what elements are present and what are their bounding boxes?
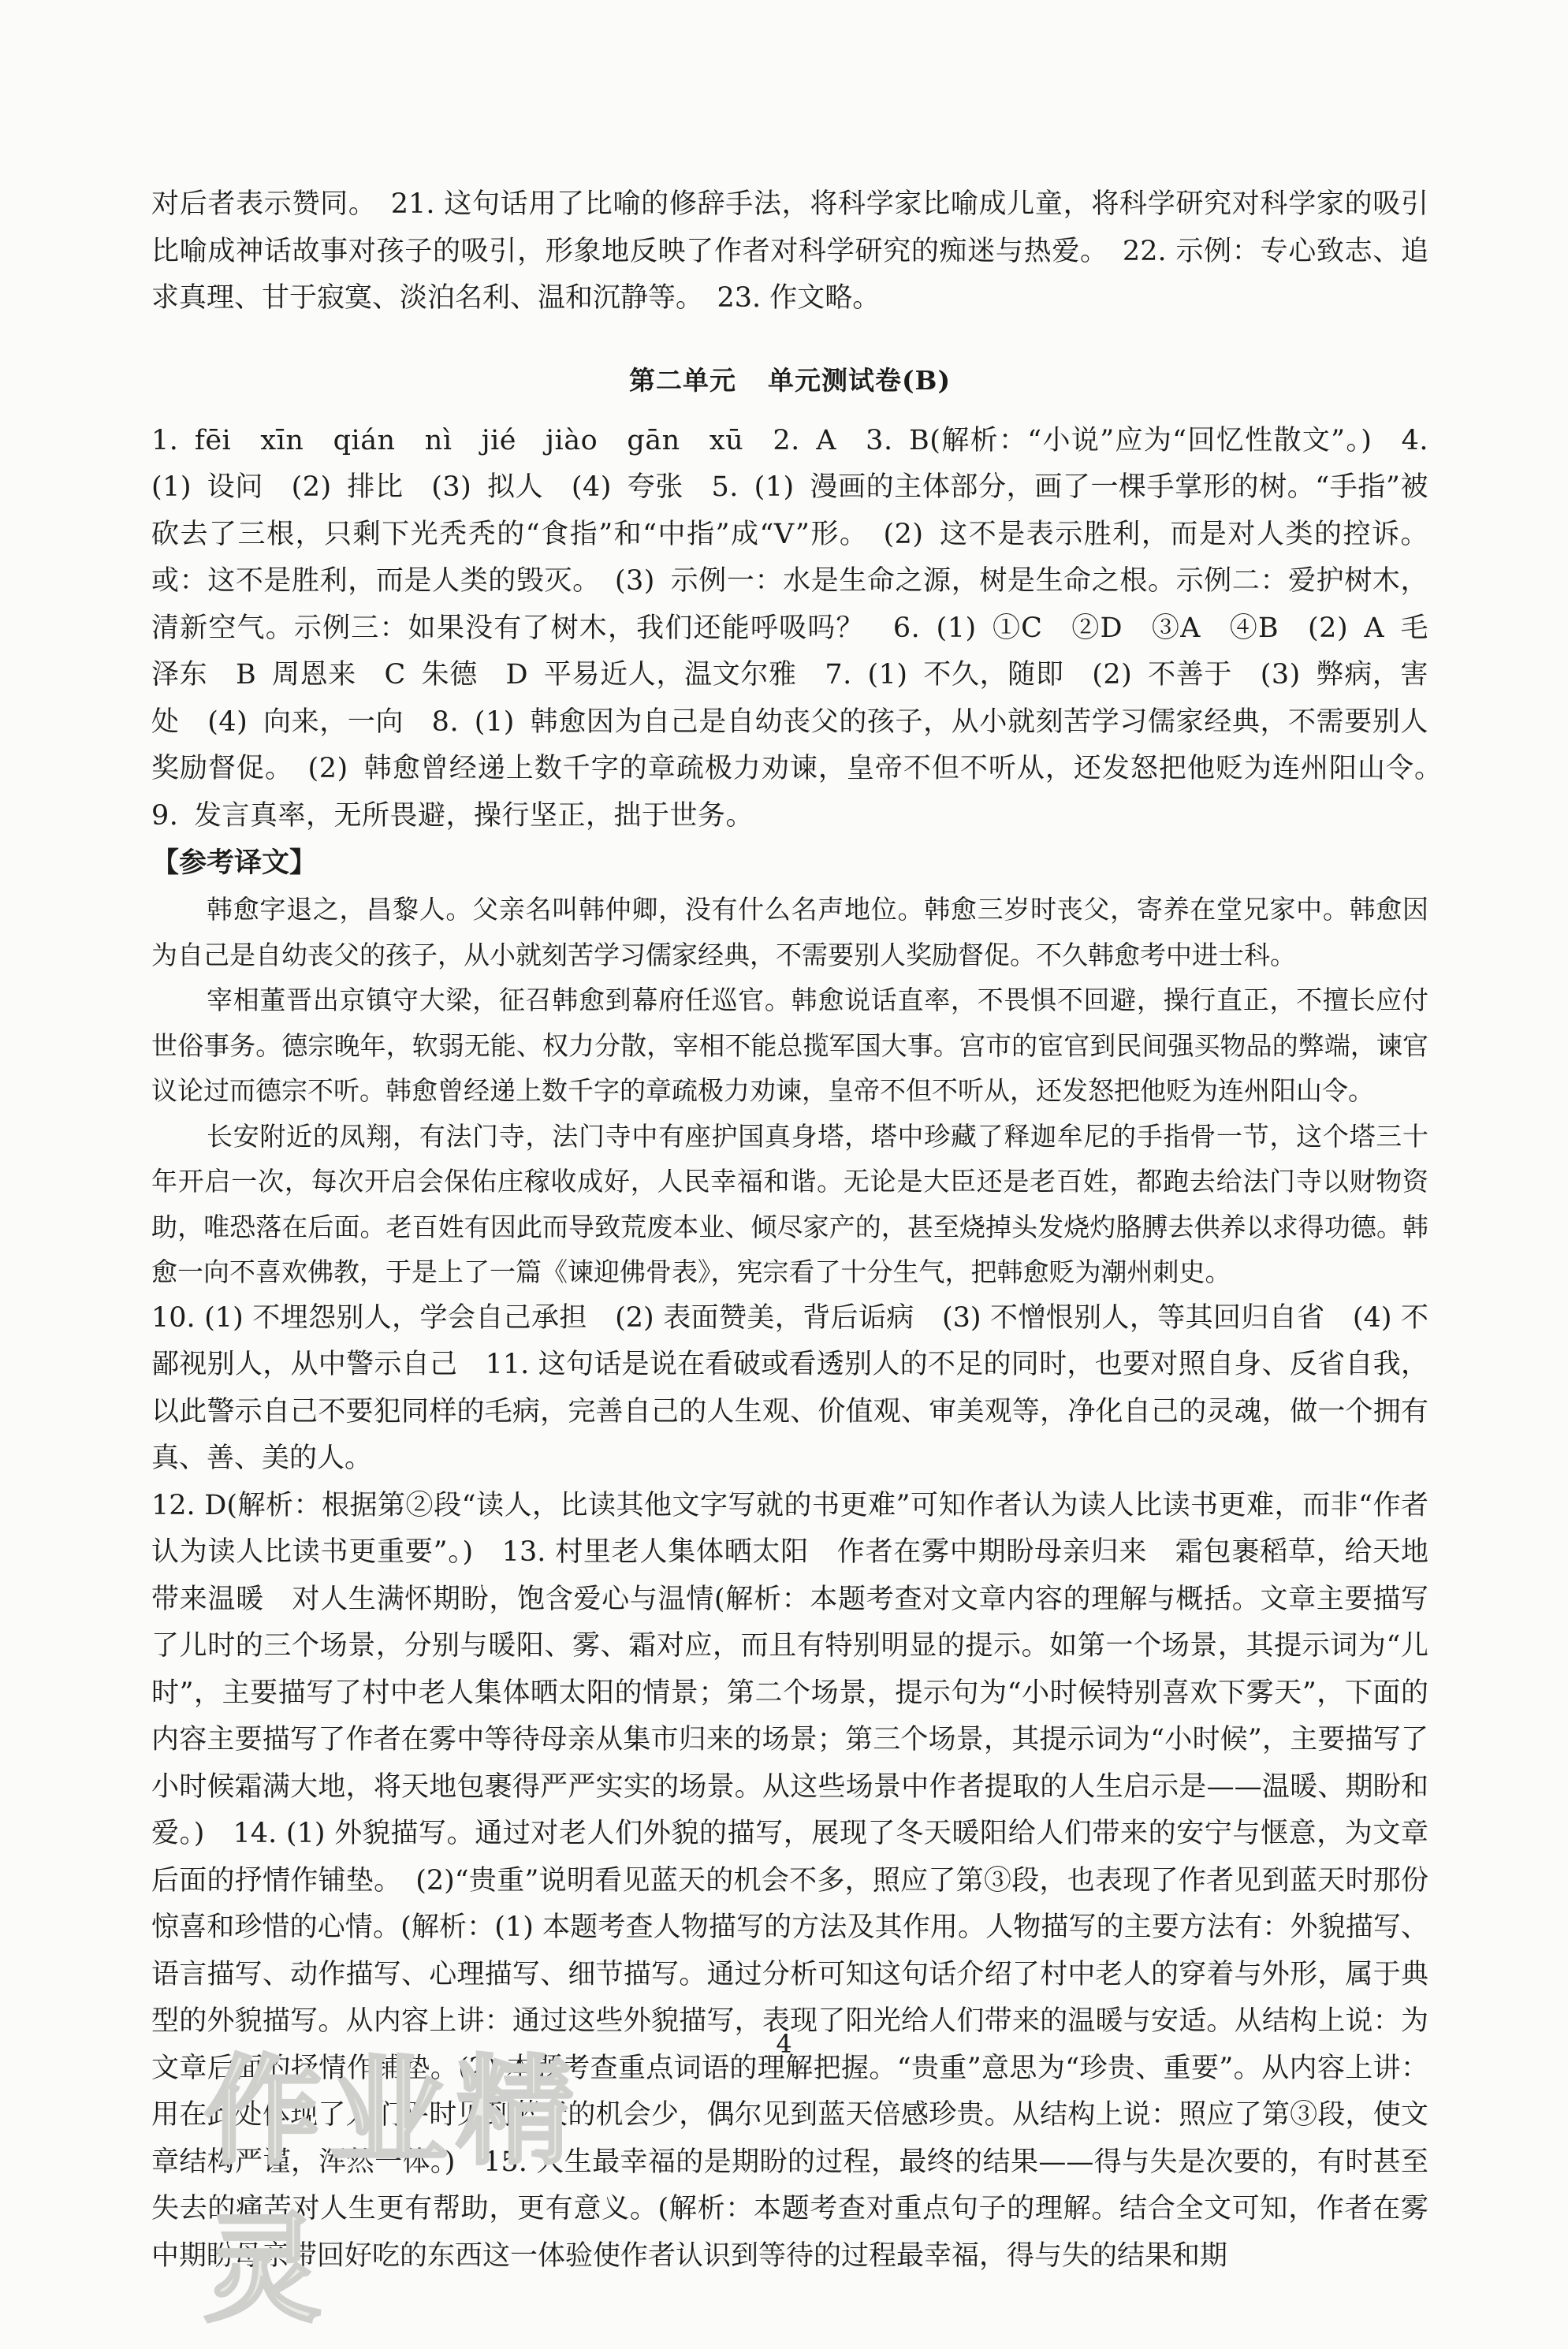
- translation-heading: 【参考译文】: [151, 847, 318, 879]
- section-title-unit: 第二单元: [628, 364, 736, 396]
- translation-paragraph-2: 宰相董晋出京镇守大梁，征召韩愈到幕府任巡官。韩愈说话直率，不畏惧不回避，操行直正，不擅长应付世俗事务。德宗晚年，软弱无能、权力分散，宰相不能总揽军国大事。宫市的宦官到民间强买物品的弊端，谏官议论过而德宗不听。韩愈曾经递上数千字的章疏极力劝谏，皇帝不但不听从，还发怒把他贬为连州阳山令。: [151, 985, 1428, 1106]
- watermark-logo: 作业精灵: [203, 2044, 583, 2339]
- answers-10-to-11: 10. (1) 不埋怨别人，学会自己承担 (2) 表面赞美，背后诟病 (3) 不憎恨别人，等其回归自省 (4) 不鄙视别人，从中警示自己 11. 这句话是说在看破或看透别人的不足的同时，也要对照自身、反省自我，以此警示自己不要犯同样的毛病，完善自己的人生观、价值观、审美观等，净化自己的灵魂，做一个拥有真、善、美的人。: [151, 1301, 1428, 1474]
- section-title-name: 单元测试卷(B): [767, 364, 952, 396]
- answers-1-to-9: 1. fēi xīn qián nì jié jiào gān xū 2. A 3. B(解析：“小说”应为“回忆性散文”。) 4. (1) 设问 (2) 排比 (3) 拟人 (4) 夸张 5. (1) 漫画的主体部分，画了一棵手掌形的树。“手指”被砍去了三根，只剩下光秃秃的“食指”和“中指”成“V”形。 (2) 这不是表示胜利，而是对人类的控诉。或：这不是胜利，而是人类的毁灭。 (3) 示例一：水是生命之源，树是生命之根。示例二：爱护树木，清新空气。示例三：如果没有了树木，我们还能呼吸吗？ 6. (1) ①C ②D ③A ④B (2) A 毛泽东 B 周恩来 C 朱德 D 平易近人，温文尔雅 7. (1) 不久，随即 (2) 不善于 (3) 弊病，害处 (4) 向来，一向 8. (1) 韩愈因为自己是自幼丧父的孩子，从小就刻苦学习儒家经典，不需要别人奖励督促。 (2) 韩愈曾经递上数千字的章疏极力劝谏，皇帝不但不听从，还发怒把他贬为连州阳山令。 9. 发言真率，无所畏避，操行坚正，拙于世务。: [151, 424, 1457, 832]
- translation-paragraph-1: 韩愈字退之，昌黎人。父亲名叫韩仲卿，没有什么名声地位。韩愈三岁时丧父，寄养在堂兄家中。韩愈因为自己是自幼丧父的孩子，从小就刻苦学习儒家经典，不需要别人奖励督促。不久韩愈考中进士科。: [151, 894, 1428, 970]
- section-title: [151, 360, 1428, 397]
- page-number: 4: [776, 2029, 792, 2059]
- answer-page: [151, 181, 1457, 2339]
- continuation-paragraph: 对后者表示赞同。 21. 这句话用了比喻的修辞手法，将科学家比喻成儿童，将科学研究对科学家的吸引比喻成神话故事对孩子的吸引，形象地反映了作者对科学研究的痴迷与热爱。 22. 示例：专心致志、追求真理、甘于寂寞、淡泊名利、温和沉静等。 23. 作文略。: [151, 188, 1428, 314]
- answers-12-to-15: 12. D(解析：根据第②段“读人，比读其他文字写就的书更难”可知作者认为读人比读书更难，而非“作者认为读人比读书更重要”。) 13. 村里老人集体晒太阳 作者在雾中期盼母亲归来 霜包裹稻草，给天地带来温暖 对人生满怀期盼，饱含爱心与温情(解析：本题考查对文章内容的理解与概括。文章主要描写了儿时的三个场景，分别与暖阳、雾、霜对应，而且有特别明显的提示。如第一个场景，其提示词为“儿时”，主要描写了村中老人集体晒太阳的情景；第二个场景，提示句为“小时候特别喜欢下雾天”，下面的内容主要描写了作者在雾中等待母亲从集市归来的场景；第三个场景，其提示词为“小时候”，主要描写了小时候霜满大地，将天地包裹得严严实实的场景。从这些场景中作者提取的人生启示是——温暖、期盼和爱。) 14. (1) 外貌描写。通过对老人们外貌的描写，展现了冬天暖阳给人们带来的安宁与惬意，为文章后面的抒情作铺垫。 (2)“贵重”说明看见蓝天的机会不多，照应了第③段，也表现了作者见到蓝天时那份惊喜和珍惜的心情。(解析：(1) 本题考查人物描写的方法及其作用。人物描写的主要方法有：外貌描写、语言描写、动作描写、心理描写、细节描写。通过分析可知这句话介绍了村中老人的穿着与外形，属于典型的外貌描写。从内容上讲：通过这些外貌描写，表现了阳光给人们带来的温暖与安适。从结构上说：为文章后面的抒情作铺垫。(2) 本题考查重点词语的理解把握。“贵重”意思为“珍贵、重要”。从内容上讲：用在此处体现了人们平时见到蓝天的机会少，偶尔见到蓝天倍感珍贵。从结构上说：照应了第③段，使文章结构严谨，浑然一体。) 15. 人生最幸福的是期盼的过程，最终的结果——得与失是次要的，有时甚至失去的痛苦对人生更有帮助，更有意义。(解析：本题考查对重点句子的理解。结合全文可知，作者在雾中期盼母亲带回好吃的东西这一体验使作者认识到等待的过程最幸福，得与失的结果和期: [151, 1489, 1428, 2272]
- translation-paragraph-3: 长安附近的凤翔，有法门寺，法门寺中有座护国真身塔，塔中珍藏了释迦牟尼的手指骨一节，这个塔三十年开启一次，每次开启会保佑庄稼收成好，人民幸福和谐。无论是大臣还是老百姓，都跑去给法门寺以财物资助，唯恐落在后面。老百姓有因此而导致荒废本业、倾尽家产的，甚至烧掉头发烧灼胳膊去供养以求得功德。韩愈一向不喜欢佛教，于是上了一篇《谏迎佛骨表》，宪宗看了十分生气，把韩愈贬为潮州刺史。: [151, 1120, 1428, 1287]
